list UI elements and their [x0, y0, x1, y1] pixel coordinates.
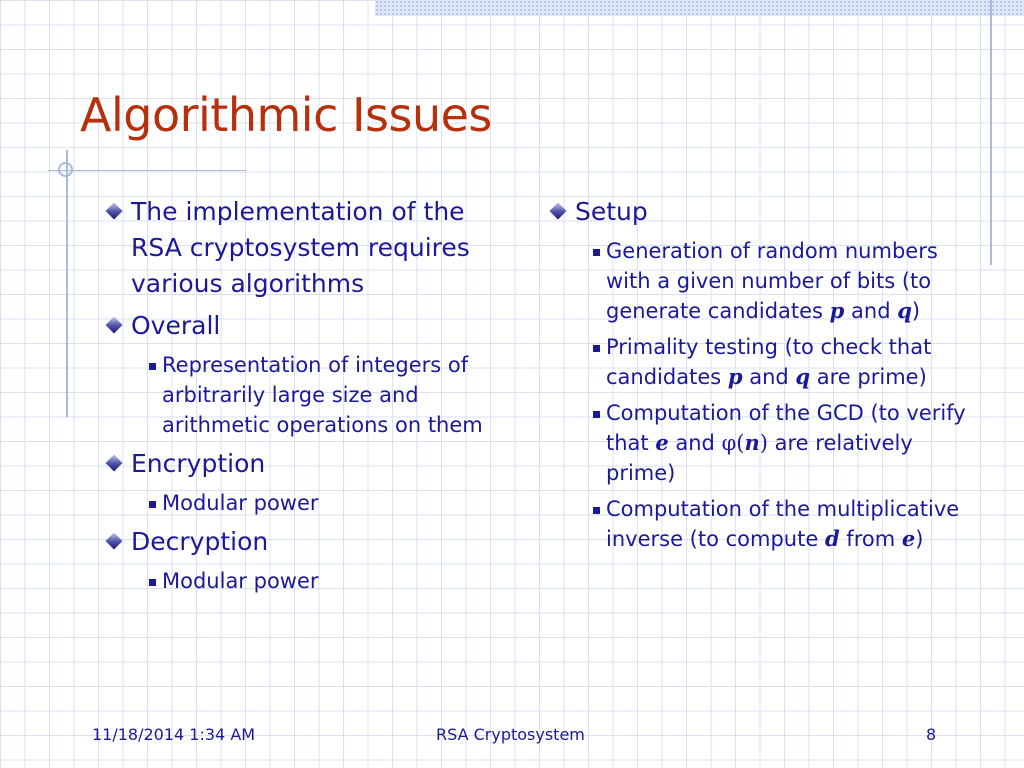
square-bullet-icon [149, 501, 156, 508]
square-bullet-icon [149, 363, 156, 370]
sub-bullet-text: Generation of random numbers with a given number of bits (to generate candidates [606, 239, 938, 323]
math-variable-q: q [897, 298, 912, 323]
slide-title: Algorithmic Issues [80, 88, 492, 142]
sub-bullet-encryption [149, 488, 514, 518]
diamond-bullet-icon [106, 455, 123, 472]
sub-bullet-text: are prime) [810, 365, 927, 389]
sub-bullet-text: from [839, 527, 902, 551]
diamond-bullet-icon [106, 533, 123, 550]
footer-page-number: 8 [926, 725, 937, 744]
bullet-text: The implementation of the RSA cryptosystem requires various algorithms [131, 197, 470, 298]
sub-bullet-text: are relatively prime) [606, 431, 913, 485]
math-variable-d: d [824, 526, 840, 551]
math-variable-q: q [795, 364, 811, 389]
bullet-decryption [104, 524, 514, 560]
sub-bullet-decryption [149, 566, 514, 596]
bullet-text: Encryption [131, 449, 266, 478]
sub-bullet-multiplicative-inverse [593, 494, 968, 554]
left-column [104, 194, 514, 602]
sub-bullet-gcd [593, 398, 968, 488]
bullet-encryption [104, 446, 514, 482]
bullet-text: Decryption [131, 527, 269, 556]
diamond-bullet-icon [106, 203, 123, 220]
sub-bullet-text: and [742, 365, 796, 389]
crosshair-ornament [58, 162, 73, 177]
sub-bullet-text: ) [915, 527, 924, 551]
bullet-text: Setup [575, 197, 648, 226]
sub-bullet-text: ) [911, 299, 921, 323]
math-variable-e: e [901, 526, 916, 551]
sub-bullet-overall [149, 350, 514, 440]
bullet-setup [548, 194, 968, 230]
sub-bullet-primality-testing [593, 332, 968, 392]
square-bullet-icon [593, 507, 600, 514]
sub-bullet-text: and [844, 299, 898, 323]
title-underline-rule [48, 170, 246, 171]
sub-bullet-text: Computation of the multiplicative inverse (to compute [606, 497, 960, 551]
math-paren-open: ( [736, 431, 745, 455]
right-decorative-line [990, 0, 992, 265]
square-bullet-icon [149, 579, 156, 586]
left-decorative-line [66, 150, 68, 417]
sub-bullet-text: Representation of integers of arbitrarily large size and arithmetic operations on them [162, 353, 483, 437]
math-paren-close: ) [759, 431, 768, 455]
bullet-overall [104, 308, 514, 344]
bullet-intro [104, 194, 514, 302]
square-bullet-icon [593, 249, 600, 256]
diamond-bullet-icon [550, 203, 567, 220]
math-variable-n: n [744, 430, 760, 455]
sub-bullet-text: Primality testing (to check that candidates [606, 335, 932, 389]
square-bullet-icon [593, 345, 600, 352]
sub-bullet-text: Modular power [162, 569, 319, 593]
math-variable-p: p [829, 298, 845, 323]
footer-title: RSA Cryptosystem [436, 725, 585, 744]
math-phi-symbol: φ [721, 431, 737, 455]
sub-bullet-random-generation [593, 236, 968, 326]
right-column [548, 194, 968, 560]
top-decorative-band [375, 0, 1024, 16]
sub-bullet-text: Computation of the GCD (to verify that [606, 401, 966, 455]
diamond-bullet-icon [106, 317, 123, 334]
sub-bullet-text: Modular power [162, 491, 319, 515]
bullet-text: Overall [131, 311, 221, 340]
sub-bullet-text: and [668, 431, 722, 455]
footer-datetime: 11/18/2014 1:34 AM [92, 725, 256, 744]
math-variable-p: p [727, 364, 743, 389]
math-variable-e: e [655, 430, 669, 455]
square-bullet-icon [593, 411, 600, 418]
